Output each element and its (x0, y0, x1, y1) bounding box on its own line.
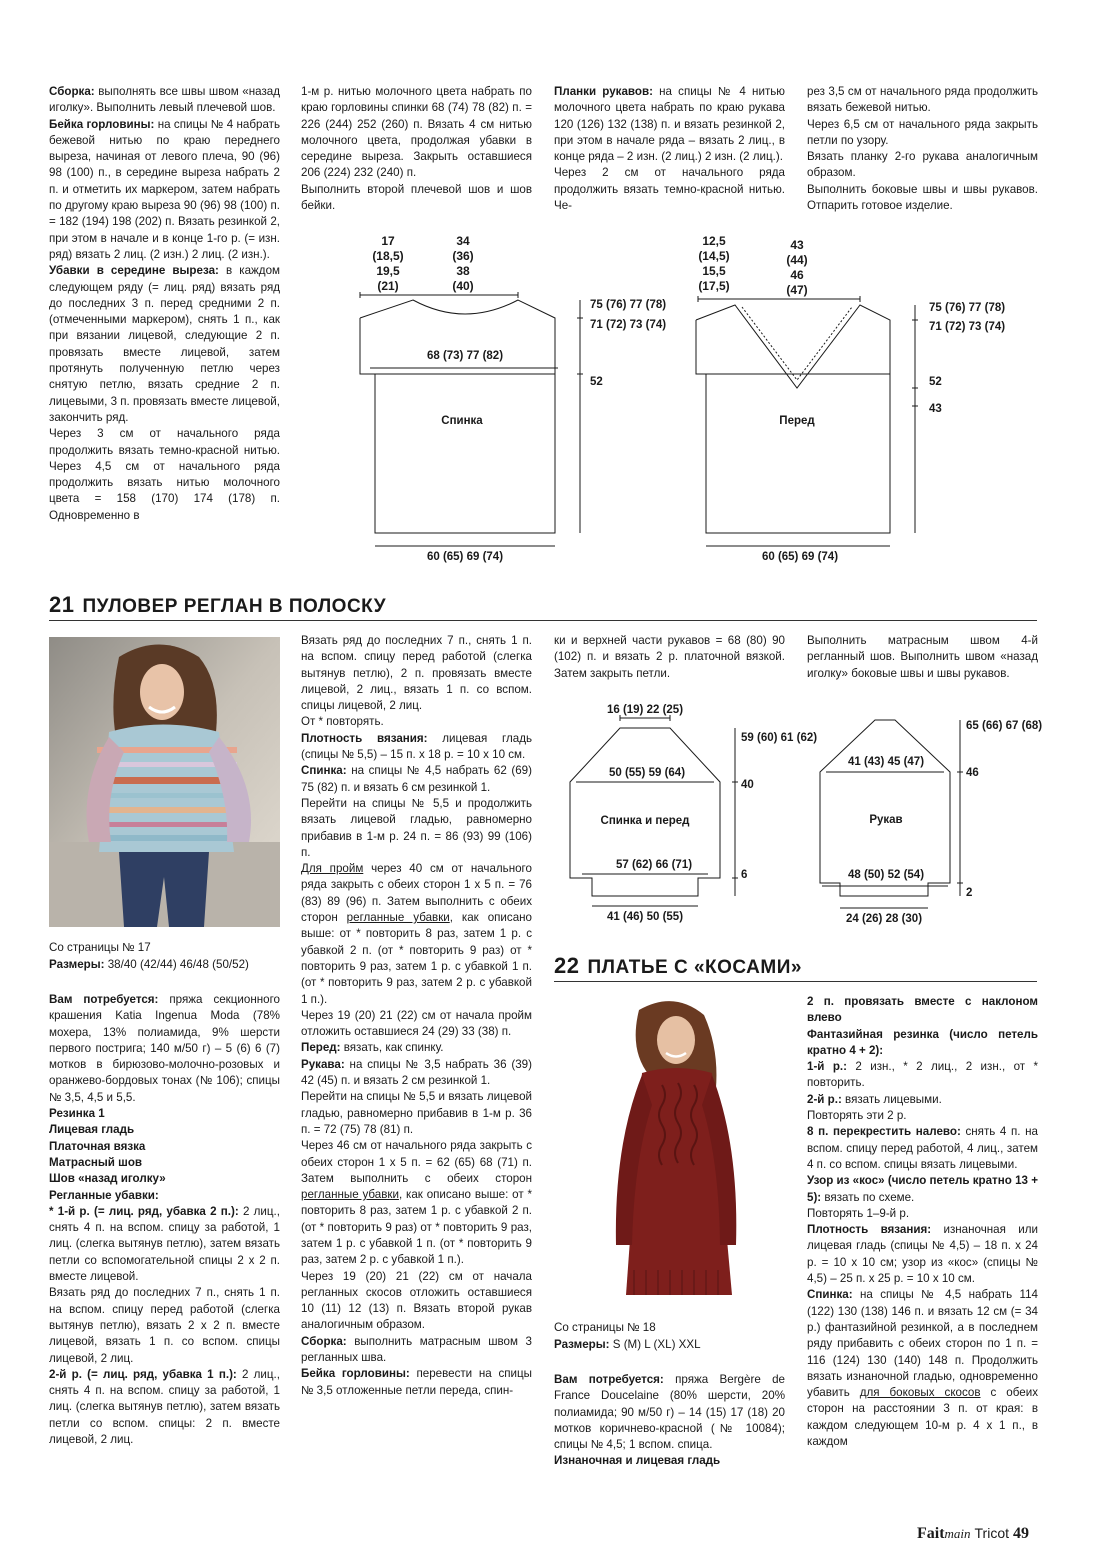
sleeve-height-total: 65 (66) 67 (68) (966, 720, 1043, 732)
paragraph-text: вязать по схеме. (821, 1190, 915, 1204)
paragraph-text: Выполнить боковые швы и швы рукавов. Отпарить готовое изделие. (807, 182, 1038, 213)
paragraph-lead: Узор из «кос» (число петель кратно 13 + 5): (807, 1174, 1038, 1204)
paragraph (49, 1106, 280, 1122)
paragraph (301, 1008, 532, 1041)
footer-brand-tricot: Tricot (974, 1525, 1009, 1541)
paragraph-lead: Платочная вязка (49, 1139, 146, 1153)
paragraph-lead: Спинка: (807, 1288, 853, 1302)
back-neck-label-1: 34 (456, 234, 470, 248)
paragraph-text: Для пройм (301, 862, 364, 876)
paragraph-text: Вязать планку 2-го рукава аналогичным образом. (807, 150, 1038, 180)
paragraph (807, 117, 1038, 150)
paragraph (49, 1188, 280, 1204)
back-shoulder-label-2: (18,5) (372, 249, 404, 263)
top-col-3 (554, 84, 785, 214)
paragraph-lead: Фантазийная резинка (число петель кратно 4 + 2): (807, 1027, 1038, 1057)
paragraph (554, 1453, 785, 1469)
front-neck-label-4: (47) (786, 283, 808, 297)
paragraph (807, 1059, 1038, 1092)
paragraph-text: на спицы № 4 набрать бежевой нитью по краю переднего выреза, начиная от левого плеча, 90 (96) 98 (100) п., в середине выреза набрать 2 п. и отметить их маркером, затем набрать по другому краю выреза 90 (96) 98 (100) п. = 182 (194) 198 (202) п. Вязать резинкой 2, при этом в начале и в конце 1-го р. (= изн. ряд) вязать 2 лиц. (2 изн.) 2 лиц. (2 изн.). (49, 117, 280, 261)
paragraph-lead: Сборка: (49, 85, 95, 98)
front-shoulder-label-2: (14,5) (698, 249, 730, 263)
paragraph-text: лицевая гладь (спицы № 5,5) – 15 п. х 18 р. = 10 х 10 см. (301, 731, 533, 762)
paragraph (301, 763, 532, 796)
section-21-col-2 (301, 633, 532, 1399)
back-shoulder-label-3: 19,5 (376, 264, 400, 278)
body-bottom-width: 41 (46) 50 (55) (606, 911, 684, 923)
top-col-2 (301, 84, 532, 214)
back-width-bottom: 60 (65) 69 (74) (426, 551, 504, 563)
paragraph-text: выполнить матрасным швом 3 регланных шва. (301, 1334, 532, 1365)
paragraph-text: Вязать ряд до последних 7 п., снять 1 п. на вспом. спицу перед работой (слегка вытянув петлю), вязать 2 х 2 п. вместе лицевой, вязать 1 п. со вспом. спицы лицевой, 2 лиц. (49, 1286, 280, 1365)
front-height-shoulder: 71 (72) 73 (74) (929, 321, 1006, 333)
paragraph-text: на спицы № 3,5 набрать 36 (39) 42 (45) п. и вязать 2 см резинкой 1. (301, 1057, 532, 1088)
page-footer (917, 1525, 1029, 1543)
paragraph-text: выполнять все швы швом «назад иголку». Выполнить левый плечевой шов. (49, 85, 280, 115)
front-height-body: 52 (929, 376, 942, 388)
paragraph-lead: Матрасный шов (49, 1155, 143, 1169)
paragraph-text: с обеих сторон на расстоянии 3 п. от края: в каждом следующем 10-м р. 4 х 1 п., в каждом (807, 1386, 1038, 1449)
paragraph (301, 1334, 532, 1367)
paragraph-text: рез 3,5 см от начального ряда продолжить вязать бежевой нитью. (807, 85, 1038, 115)
paragraph-text: Повторять эти 2 р. (807, 1109, 907, 1123)
paragraph (807, 182, 1038, 215)
front-schematic (680, 228, 1010, 568)
page-number: 49 (1013, 1525, 1029, 1542)
section-22-col-2 (807, 994, 1038, 1450)
front-shoulder-label-3: 15,5 (702, 264, 726, 278)
paragraph-text: Выполнить второй плечевой шов и шов бейки. (301, 182, 532, 213)
section-21-sizes (49, 957, 280, 973)
front-neck-label-1: 43 (790, 238, 804, 252)
paragraph-text: Перейти на спицы № 5,5 и продолжить вязать лицевой гладью, равномерно прибавив в 1-м р. 24 п. = 86 (93) 99 (106) п. (301, 796, 532, 859)
paragraph (301, 1366, 532, 1399)
paragraph (301, 1138, 532, 1268)
section-22-number: 22 (554, 953, 580, 978)
paragraph-text: регланные убавки (301, 1188, 399, 1202)
section-21-col-3 (554, 633, 785, 682)
paragraph-text: Перейти на спицы № 5,5 и вязать лицевой гладью, равномерно прибавив в 1-м р. 36 п. = 72 (75) 78 (81) п. (301, 1090, 532, 1136)
back-neck-label-2: (36) (452, 249, 474, 263)
cable-dress-photo (554, 995, 785, 1305)
section-21-heading: ПУЛОВЕР РЕГЛАН В ПОЛОСКУ (82, 596, 387, 617)
paragraph (301, 182, 532, 215)
paragraph-text: снять 4 п. на вспом. спицу перед работой, 4 лиц., затем 4 п. со вспом. спицы вязать лицевыми. (807, 1125, 1038, 1171)
paragraph-lead: Вам потребуется: (49, 993, 159, 1006)
paragraph (49, 117, 280, 264)
section-21-col-4 (807, 633, 1038, 682)
section-22-sizes (554, 1337, 785, 1353)
paragraph-lead: Бейка горловины: (301, 1367, 410, 1381)
paragraph-lead: Вам потребуется: (554, 1373, 664, 1386)
body-mid-width: 57 (62) 66 (71) (615, 859, 693, 871)
top-col-1 (49, 84, 280, 524)
section-21-sizes-label: Размеры: (49, 958, 105, 971)
paragraph (807, 1124, 1038, 1173)
back-height-total: 75 (76) 77 (78) (590, 299, 667, 311)
sleeve-label: Рукав (869, 814, 903, 826)
sleeve-mid-width: 48 (50) 52 (54) (847, 869, 925, 881)
sleeve-upper-width: 41 (43) 45 (47) (847, 756, 925, 768)
section-22-sizes-value: S (M) L (XL) XXL (609, 1338, 701, 1351)
back-schematic (340, 228, 670, 568)
sleeve-height-armhole: 46 (966, 767, 979, 779)
back-neck-label-4: (40) (452, 279, 474, 293)
paragraph (301, 1057, 532, 1090)
paragraph-text: 2 изн., * 2 лиц., 2 изн., от * повторить. (807, 1060, 1038, 1090)
paragraph-text: пряжа секционного крашения Katia Ingenua Moda (78% мохера, 13% полиамида, 9% шерсти первого пострига; 140 м/50 г) – 5 (6) 6 (7) мотков в бирюзово-молочно-розовых и оранжево-бордовых тонах (№ 106); спицы № 3,5, 4,5 и 5,5. (49, 993, 280, 1104)
paragraph (807, 1092, 1038, 1108)
paragraph-text: , как описано выше: от * повторить 8 раз, затем 1 р. с убавкой 2 п. (от * повторить 9 раз) от * повторить 9 раз, затем 1 р. с убавкой 1 п. (от * повторить 9 раз, затем 2 р. с убавкой 1 п.). (301, 911, 532, 1006)
body-height-armhole: 40 (741, 779, 754, 791)
paragraph-lead: Регланные убавки: (49, 1188, 159, 1202)
front-height-total: 75 (76) 77 (78) (929, 302, 1006, 314)
footer-brand-main: main (944, 1526, 971, 1541)
back-shoulder-label-1: 17 (381, 234, 395, 248)
paragraph-lead: * 1-й р. (= лиц. ряд, убавка 2 п.): (49, 1204, 239, 1218)
front-neck-label-2: (44) (786, 253, 808, 267)
section-22-rule (554, 981, 1037, 982)
paragraph-text: Вязать ряд до последних 7 п., снять 1 п. на вспом. спицу перед работой (слегка вытянув петлю), 2 п. провязать вместе лицевой, 2 лиц., вязать 1 п. со вспом. спицы лицевой, 2 лиц. (301, 634, 532, 713)
back-width-upper: 68 (73) 77 (82) (426, 350, 504, 362)
paragraph-lead: Плотность вязания: (301, 731, 428, 745)
paragraph-lead: Изнаночная и лицевая гладь (554, 1454, 721, 1468)
paragraph-text: на спицы № 4 нитью молочного цвета набрать по краю рукава 120 (126) 132 (138) п. и вязать резинкой 2, при этом в начале ряда – вязать 2 лиц., в конце ряда – 2 изн. (2 лиц.) 2 изн. (2 лиц.). (554, 85, 785, 164)
paragraph-text: на спицы № 4,5 набрать 114 (122) 130 (138) 146 п. и вязать 12 см (= 34 р.) фантазийной резинкой, а в последнем ряду прибавить с обеих сторон по 1 п. = 116 (124) 130 (140) 148 п. Продолжить вязать изнаночной гладью, одновременно убавить (807, 1288, 1038, 1400)
paragraph-lead: Рукава: (301, 1057, 345, 1071)
section-21-number: 21 (49, 592, 75, 617)
front-neck-label-3: 46 (790, 268, 804, 282)
paragraph-text: 1-м р. нитью молочного цвета набрать по краю горловины спинки 68 (74) 78 (82) п. = 226 (244) 252 (260) п. Вязать 4 см нитью молочного цвета, продолжая убавки в середине выреза. Закрыть оставшиеся 206 (224) 232 (240) п. (301, 85, 532, 180)
front-label: Перед (779, 415, 815, 427)
paragraph (301, 796, 532, 861)
paragraph (49, 1155, 280, 1171)
paragraph-text: пряжа Bergère de France Doucelaine (80% шерсти, 20% полиамида; 90 м/50 г) – 14 (15) 17 (18) 20 мотков коричнево-красной (№ 10084); спицы № 4,5; 1 вспом. спица. (554, 1373, 785, 1452)
paragraph (301, 633, 532, 714)
paragraph (49, 1139, 280, 1155)
paragraph (301, 84, 532, 182)
section-22-heading: ПЛАТЬЕ С «КОСАМИ» (587, 957, 802, 978)
paragraph (49, 992, 280, 1106)
front-shoulder-label-1: 12,5 (702, 234, 726, 248)
paragraph-text: регланные убавки (346, 911, 450, 925)
paragraph-text: Повторять 1–9-й р. (807, 1206, 910, 1220)
paragraph-text: Выполнить матрасным швом 4-й регланный шов. Выполнить швом «назад иголку» боковые швы и швы рукавов. (807, 634, 1038, 680)
paragraph-lead: Шов «назад иголку» (49, 1172, 166, 1186)
paragraph-text: , как описано выше: от * повторить 8 раз, затем 1 р. с убавкой 2 п. (от * повторить 9 раз) от * повторить 9 раз, затем 1 р. с убавкой 1 п. (от * повторить 9 раз, затем 2 р. с убавкой 1 п.). (301, 1188, 532, 1267)
paragraph-text: 2 лиц., снять 4 п. на вспом. спицу за работой, 1 лиц. (слегка вытянув петлю), затем вязать петли со вспом. спицы: 2 п. вместе лицевой, 2 лиц. (49, 1367, 280, 1447)
body-label: Спинка и перед (600, 815, 690, 827)
paragraph (301, 1089, 532, 1138)
paragraph-lead: 2-й р. (= лиц. ряд, убавка 1 п.): (49, 1367, 237, 1381)
paragraph-text: От * повторять. (301, 715, 384, 729)
paragraph (807, 1287, 1038, 1450)
front-height-v: 43 (929, 403, 942, 415)
paragraph (49, 1367, 280, 1448)
paragraph (554, 84, 785, 165)
paragraph-lead: 1-й р.: (807, 1060, 847, 1074)
paragraph (807, 994, 1038, 1027)
back-neck-label-3: 38 (456, 264, 470, 278)
paragraph-text: перевести на спицы № 3,5 отложенные петли переда, спин- (301, 1367, 532, 1397)
back-height-body: 52 (590, 376, 603, 388)
body-height-rib: 6 (741, 869, 748, 881)
section-21-rule (49, 620, 1037, 621)
paragraph-text: Через 6,5 см от начального ряда закрыть петли по узору. (807, 117, 1038, 147)
paragraph (301, 861, 532, 1008)
section-22-sizes-label: Размеры: (554, 1338, 610, 1351)
paragraph (301, 714, 532, 730)
section-22-title (554, 953, 802, 979)
front-width-bottom: 60 (65) 69 (74) (761, 551, 839, 563)
paragraph (49, 84, 280, 117)
paragraph-lead: Плотность вязания: (807, 1223, 932, 1237)
paragraph (807, 149, 1038, 182)
paragraph (301, 1040, 532, 1056)
paragraph (807, 1108, 1038, 1124)
paragraph-text: Через 19 (20) 21 (22) см от начала пройм отложить оставшиеся 24 (29) 33 (38) п. (301, 1008, 532, 1039)
paragraph (49, 426, 280, 524)
back-label: Спинка (441, 415, 483, 427)
paragraph-lead: Планки рукавов: (554, 85, 653, 98)
paragraph-lead: Сборка: (301, 1334, 347, 1348)
section-21-col-1 (49, 992, 280, 1448)
paragraph-text: изнаночная или лицевая гладь (спицы № 4,5) – 18 п. х 24 р. = 10 х 10 см; узор из «кос» (спицы № 4,5) – 25 п. х 25 р. = 10 х 10 см. (807, 1223, 1038, 1286)
paragraph-text: 2 лиц., снять 4 п. на вспом. спицу за работой, 1 лиц. (слегка вытянув петлю), затем вязать петли со вспомогательной спицы 2 х 2 п. вместе лицевой. (49, 1204, 280, 1284)
paragraph (49, 1122, 280, 1138)
paragraph-lead: 8 п. перекрестить налево: (807, 1125, 961, 1139)
footer-brand-fait: Fait (916, 1525, 945, 1542)
paragraph (807, 1222, 1038, 1287)
body-upper-width: 50 (55) 59 (64) (608, 767, 686, 779)
section-22-from-page: Со страницы № 18 (554, 1321, 656, 1334)
body-top-width: 16 (19) 22 (25) (606, 704, 684, 716)
paragraph-lead: Лицевая гладь (49, 1123, 135, 1137)
body-raglan-schematic (560, 700, 818, 930)
section-21-sizes-value: 38/40 (42/44) 46/48 (50/52) (104, 958, 249, 971)
paragraph-lead: Перед: (301, 1041, 341, 1055)
section-21-title (49, 592, 386, 618)
paragraph (554, 165, 785, 214)
paragraph-lead: 2-й р.: (807, 1092, 842, 1106)
sleeve-height-rib: 2 (966, 887, 973, 899)
paragraph-text: Через 19 (20) 21 (22) см от начала регланных скосов отложить оставшиеся 10 (11) 12 (13) п. Вязать второй рукав аналогичным образом. (301, 1269, 532, 1332)
paragraph-lead: Бейка горловины: (49, 117, 155, 131)
paragraph-text: Через 3 см от начального ряда продолжить вязать темно-красной нитью. Через 4,5 см от начального ряда продолжить вязать нитью молочного цвета = 158 (170) 174 (178) п. Одновременно в (49, 427, 280, 522)
paragraph-text: для боковых скосов (859, 1386, 981, 1400)
paragraph (49, 1171, 280, 1187)
front-shoulder-label-4: (17,5) (698, 279, 730, 293)
paragraph (807, 1206, 1038, 1222)
paragraph (49, 263, 280, 426)
paragraph (807, 633, 1038, 682)
body-height-total: 59 (60) 61 (62) (741, 732, 818, 744)
top-col-4 (807, 84, 1038, 214)
sleeve-bottom-width: 24 (26) 28 (30) (845, 913, 923, 925)
back-shoulder-label-4: (21) (377, 279, 399, 293)
back-height-shoulder: 71 (72) 73 (74) (590, 319, 667, 331)
paragraph (49, 1204, 280, 1285)
paragraph (301, 731, 532, 764)
sleeve-raglan-schematic (810, 710, 1050, 930)
paragraph-text: ки и верхней части рукавов = 68 (80) 90 (102) п. и вязать 2 р. платочной вязкой. Затем закрыть петли. (554, 634, 785, 680)
paragraph-text: на спицы № 4,5 набрать 62 (69) 75 (82) п. и вязать 6 см резинкой 1. (301, 764, 532, 794)
paragraph-text: вязать, как спинку. (340, 1041, 444, 1055)
paragraph (807, 1173, 1038, 1206)
paragraph-text: в каждом следующем ряду (= лиц. ряд) вязать ряд до последних 3 п. перед средними 2 п. (отмеченными маркером), снять 1 п., как при вязании лицевой, следующие 2 п. провязать вместе лицевой, затем протянуть полученную петлю через снятую петлю, вязать средние 2 п. лицевыми, 3 п. провязать вместе лицевой, закончить ряд. (49, 264, 280, 424)
section-22-col-1 (554, 1372, 785, 1470)
section-21-from-page: Со страницы № 17 (49, 941, 151, 954)
paragraph (554, 1372, 785, 1453)
paragraph-text: Через 2 см от начального ряда продолжить вязать темно-красной нитью. Че- (554, 166, 785, 213)
paragraph-text: Через 46 см от начального ряда закрыть с обеих сторон 1 х 5 п. = 62 (65) 68 (71) п. Затем выполнить с обеих сторон (301, 1139, 532, 1185)
paragraph (554, 633, 785, 682)
paragraph-lead: Резинка 1 (49, 1107, 105, 1121)
paragraph-text: через 40 см от начального ряда закрыть с обеих сторон 1 х 5 п. = 76 (83) 89 (96) п. Затем выполнить с обеих сторон (301, 862, 532, 925)
paragraph (301, 1269, 532, 1334)
paragraph (807, 84, 1038, 117)
paragraph-lead: Спинка: (301, 764, 347, 778)
paragraph-lead: Убавки в середине выреза: (49, 264, 219, 278)
striped-sweater-photo (49, 637, 280, 927)
paragraph-text: вязать лицевыми. (841, 1092, 942, 1106)
paragraph (49, 1285, 280, 1366)
paragraph (807, 1027, 1038, 1060)
paragraph-lead: 2 п. провязать вместе с наклоном влево (807, 995, 1038, 1025)
